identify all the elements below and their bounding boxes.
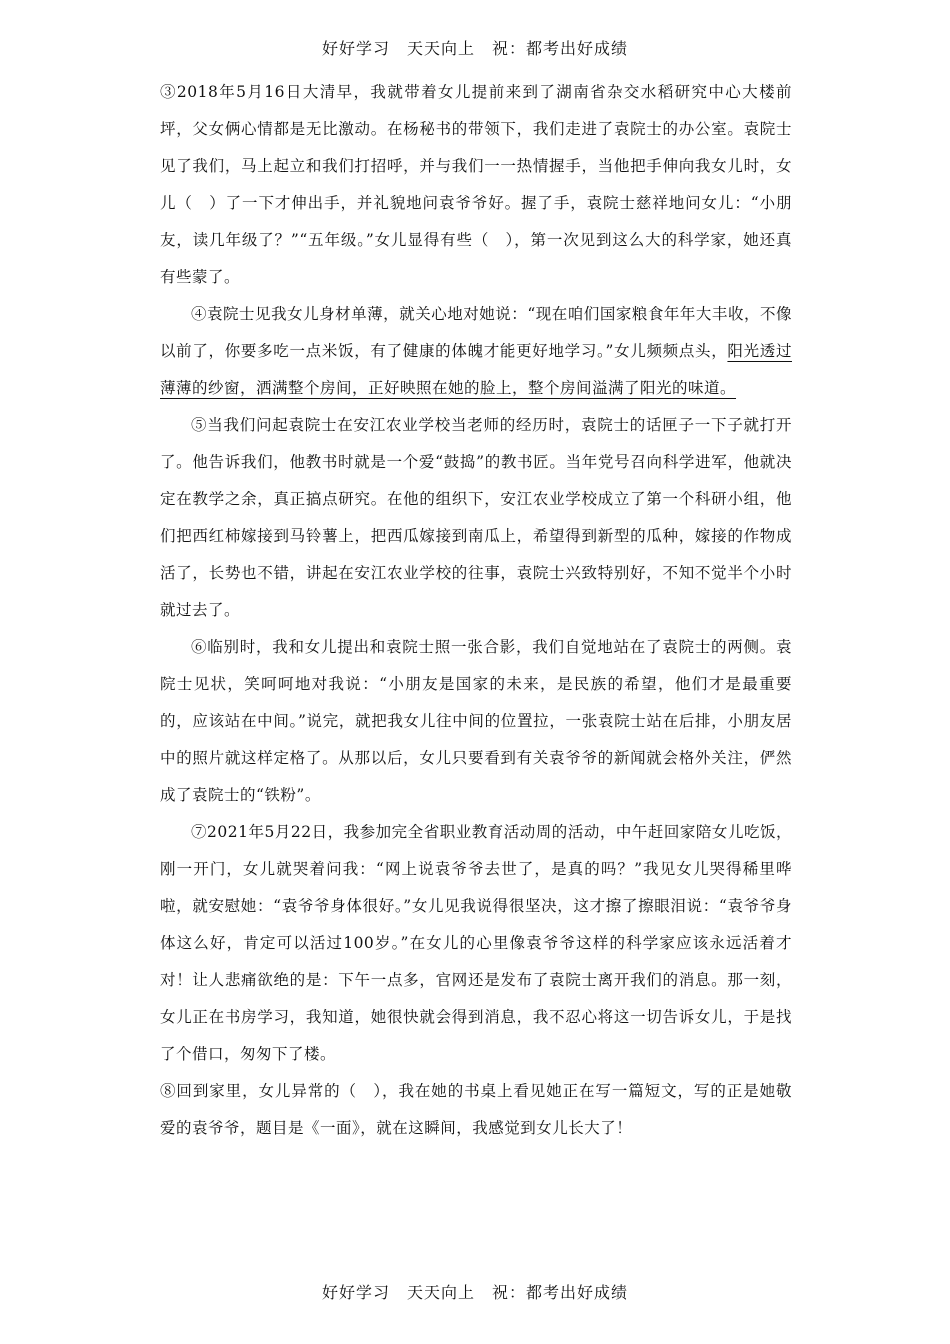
paragraph-5: ⑤当我们问起袁院士在安江农业学校当老师的经历时，袁院士的话匣子一下子就打开了。他告诉我们，他教书时就是一个爱“鼓捣”的教书匠。当年党号召向科学进军，他就决定在教学之余，真正搞点研究。在他的组织下，安江农业学校成立了第一个科研小组，他们把西红柿嫁接到马铃薯上，把西瓜嫁接到南瓜上，希望得到新型的瓜种，嫁接的作物成活了，长势也不错，讲起在安江农业学校的往事，袁院士兴致特别好，不知不觉半个小时就过去了。 [160,416,792,619]
paragraph-6: ⑥临别时，我和女儿提出和袁院士照一张合影，我们自觉地站在了袁院士的两侧。袁院士见状，笑呵呵地对我说：“小朋友是国家的未来，是民族的希望，他们才是最重要的，应该站在中间。”说完，就把我女儿往中间的位置拉，一张袁院士站在后排，小朋友居中的照片就这样定格了。从那以后，女儿只要看到有关袁爷爷的新闻就会格外关注，俨然成了袁院士的“铁粉”。 [160,638,792,804]
article-body [160,74,792,1147]
paragraph-3: ③2018年5月16日大清早，我就带着女儿提前来到了湖南省杂交水稻研究中心大楼前坪，父女俩心情都是无比激动。在杨秘书的带领下，我们走进了袁院士的办公室。袁院士见了我们，马上起立和我们打招呼，并与我们一一热情握手，当他把手伸向我女儿时，女儿（ ）了一下才伸出手，并礼貌地问袁爷爷好。握了手，袁院士慈祥地问女儿：“小朋友，读几年级了？”“五年级。”女儿显得有些（ ），第一次见到这么大的科学家，她还真有些蒙了。 [160,83,792,286]
paragraph-4-underlined-sentence: 阳光透过薄薄的纱窗，洒满整个房间，正好映照在她的脸上，整个房间溢满了阳光的味道。 [160,342,792,397]
paragraph-7: ⑦2021年5月22日，我参加完全省职业教育活动周的活动，中午赶回家陪女儿吃饭，刚一开门，女儿就哭着问我：“网上说袁爷爷去世了，是真的吗？”我见女儿哭得稀里哗啦，就安慰她：“袁爷爷身体很好。”女儿见我说得很坚决，这才擦了擦眼泪说：“袁爷爷身体这么好，肯定可以活过100岁。”在女儿的心里像袁爷爷这样的科学家应该永远活着才对！让人悲痛欲绝的是：下午一点多，官网还是发布了袁院士离开我们的消息。那一刻，女儿正在书房学习，我知道，她很快就会得到消息，我不忍心将这一切告诉女儿，于是找了个借口，匆匆下了楼。 [160,823,792,1063]
page-footer: 好好学习 天天向上 祝：都考出好成绩 [321,1283,628,1302]
paragraph-8: ⑧回到家里，女儿异常的（ ），我在她的书桌上看见她正在写一篇短文，写的正是她敬爱的袁爷爷，题目是《一面》，就在这瞬间，我感觉到女儿长大了！ [160,1082,792,1137]
paragraph-4 [160,296,792,407]
page-header: 好好学习 天天向上 祝：都考出好成绩 [321,39,628,58]
paragraph-4-text: ④袁院士见我女儿身材单薄，就关心地对她说：“现在咱们国家粮食年年大丰收，不像以前了，你要多吃一点米饭，有了健康的体魄才能更好地学习。”女儿频频点头， [160,305,792,360]
